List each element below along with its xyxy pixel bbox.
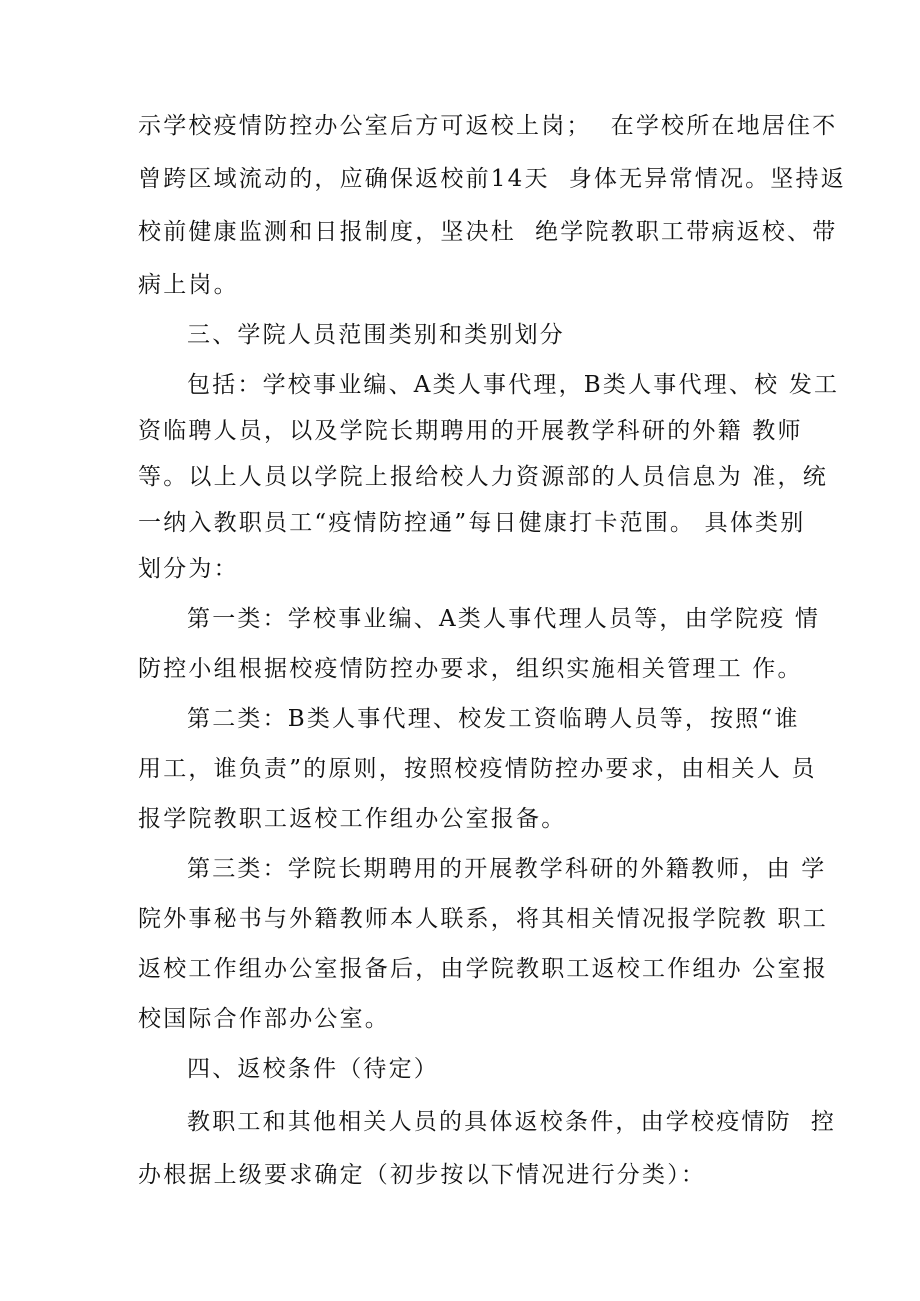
section-heading-3: 三、学院人员范围类别和类别划分: [187, 322, 565, 348]
paragraph-line-7: 资临聘人员，以及学院长期聘用的开展教学科研的外籍 教师: [138, 418, 803, 444]
paragraph-line-9: 一纳入教职员工“疫情防控通”每日健康打卡范围。 具体类别: [138, 510, 806, 536]
paragraph-line-1: 示学校疫情防控办公室后方可返校上岗； 在学校所在地居住不: [138, 113, 838, 139]
paragraph-line-22: 办根据上级要求确定（初步按以下情况进行分类）：: [138, 1162, 707, 1188]
paragraph-line-6: 包括：学校事业编、A类人事代理，B类人事代理、校 发工: [187, 372, 840, 398]
paragraph-line-4: 病上岗。: [138, 272, 239, 298]
paragraph-line-15: 报学院教职工返校工作组办公室报备。: [138, 806, 567, 832]
paragraph-line-13: 第二类：B类人事代理、校发工资临聘人员等，按照“谁: [187, 706, 800, 732]
paragraph-line-3: 校前健康监测和日报制度，坚决杜 绝学院教职工带病返校、带: [138, 219, 838, 245]
paragraph-line-10: 划分为：: [138, 556, 239, 582]
paragraph-line-16: 第三类：学院长期聘用的开展教学科研的外籍教师，由 学: [187, 856, 827, 882]
document-page: [138, 108, 846, 1193]
paragraph-line-14: 用工，谁负责”的原则，按照校疫情防控办要求，由相关人 员: [138, 756, 817, 782]
paragraph-line-2: 曾跨区域流动的，应确保返校前14天 身体无异常情况。坚持返: [138, 166, 846, 192]
paragraph-line-21: 教职工和其他相关人员的具体返校条件，由学校疫情防 控: [187, 1109, 837, 1135]
section-heading-4: 四、返校条件（待定）: [187, 1056, 439, 1082]
paragraph-line-19: 校国际合作部办公室。: [138, 1006, 390, 1032]
paragraph-line-12: 防控小组根据校疫情防控办要求，组织实施相关管理工 作。: [138, 656, 803, 682]
paragraph-line-18: 返校工作组办公室报备后，由学院教职工返校工作组办 公室报: [138, 956, 828, 982]
paragraph-line-8: 等。以上人员以学院上报给校人力资源部的人员信息为 准，统: [138, 464, 828, 490]
paragraph-line-17: 院外事秘书与外籍教师本人联系，将其相关情况报学院教 职工: [138, 906, 828, 932]
paragraph-line-11: 第一类：学校事业编、A类人事代理人员等，由学院疫 情: [187, 606, 821, 632]
